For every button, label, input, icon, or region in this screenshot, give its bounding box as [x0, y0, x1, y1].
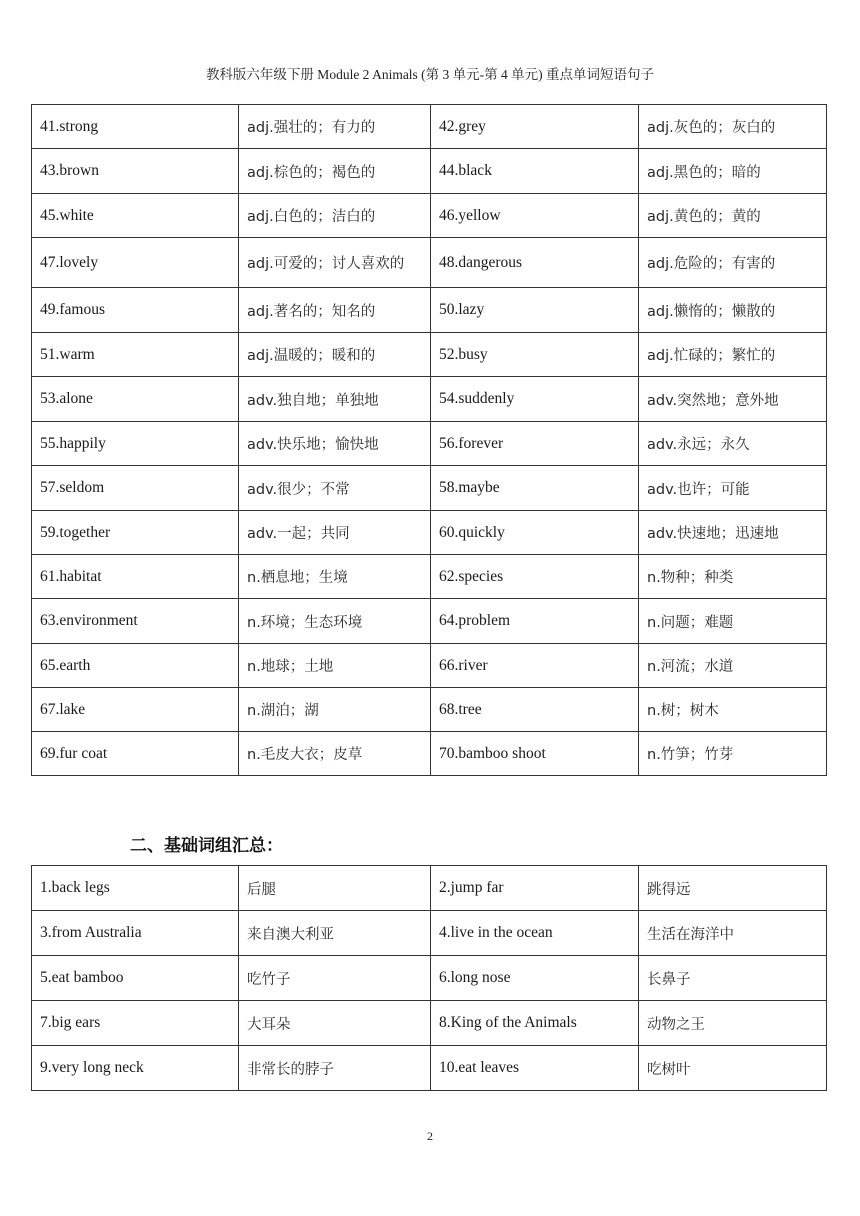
table-row: [32, 105, 827, 149]
page-number: 2: [427, 1129, 433, 1143]
term-cell: 10.eat leaves: [431, 1046, 639, 1091]
meaning-cell: 吃竹子: [239, 956, 431, 1001]
term-cell: 69.fur coat: [32, 732, 239, 776]
term-cell: 1.back legs: [32, 866, 239, 911]
meaning-cell: n.物种；种类: [639, 555, 827, 599]
section-title: 二、基础词组汇总：: [130, 836, 283, 856]
meaning-cell: adj.白色的；洁白的: [239, 194, 431, 238]
term-cell: 54.suddenly: [431, 377, 639, 422]
meaning-cell: adj.忙碌的；繁忙的: [639, 333, 827, 377]
table-row: [32, 911, 827, 956]
meaning-cell: adj.强壮的；有力的: [239, 105, 431, 149]
meaning-cell: adv.快乐地；愉快地: [239, 422, 431, 466]
meaning-cell: adv.也许；可能: [639, 466, 827, 511]
term-cell: 47.lovely: [32, 238, 239, 288]
meaning-cell: n.毛皮大衣；皮草: [239, 732, 431, 776]
meaning-cell: n.地球；土地: [239, 644, 431, 688]
term-cell: 67.lake: [32, 688, 239, 732]
table-row: [32, 511, 827, 555]
meaning-cell: n.栖息地；生境: [239, 555, 431, 599]
meaning-cell: adj.黑色的；暗的: [639, 149, 827, 194]
meaning-cell: n.湖泊；湖: [239, 688, 431, 732]
meaning-cell: 长鼻子: [639, 956, 827, 1001]
meaning-cell: adv.永远；永久: [639, 422, 827, 466]
term-cell: 48.dangerous: [431, 238, 639, 288]
table-row: [32, 866, 827, 911]
term-cell: 56.forever: [431, 422, 639, 466]
term-cell: 63.environment: [32, 599, 239, 644]
term-cell: 68.tree: [431, 688, 639, 732]
meaning-cell: adj.棕色的；褐色的: [239, 149, 431, 194]
meaning-cell: adj.可爱的；讨人喜欢的: [239, 238, 431, 288]
phrases-table-body: [32, 866, 827, 1091]
table-row: [32, 555, 827, 599]
term-cell: 4.live in the ocean: [431, 911, 639, 956]
term-cell: 49.famous: [32, 288, 239, 333]
term-cell: 9.very long neck: [32, 1046, 239, 1091]
meaning-cell: 非常长的脖子: [239, 1046, 431, 1091]
table-row: [32, 644, 827, 688]
table-row: [32, 599, 827, 644]
term-cell: 8.King of the Animals: [431, 1001, 639, 1046]
meaning-cell: adj.黄色的；黄的: [639, 194, 827, 238]
table-row: [32, 238, 827, 288]
term-cell: 46.yellow: [431, 194, 639, 238]
table-row: [32, 149, 827, 194]
meaning-cell: adj.懒惰的；懒散的: [639, 288, 827, 333]
phrases-table: [31, 865, 827, 1091]
meaning-cell: adj.温暖的；暖和的: [239, 333, 431, 377]
table-row: [32, 194, 827, 238]
term-cell: 61.habitat: [32, 555, 239, 599]
term-cell: 70.bamboo shoot: [431, 732, 639, 776]
term-cell: 55.happily: [32, 422, 239, 466]
meaning-cell: adv.很少；不常: [239, 466, 431, 511]
table-row: [32, 1001, 827, 1046]
term-cell: 42.grey: [431, 105, 639, 149]
vocabulary-table-body: [32, 105, 827, 776]
meaning-cell: 动物之王: [639, 1001, 827, 1046]
meaning-cell: adv.独自地；单独地: [239, 377, 431, 422]
term-cell: 6.long nose: [431, 956, 639, 1001]
term-cell: 58.maybe: [431, 466, 639, 511]
term-cell: 44.black: [431, 149, 639, 194]
table-row: [32, 688, 827, 732]
term-cell: 5.eat bamboo: [32, 956, 239, 1001]
term-cell: 53.alone: [32, 377, 239, 422]
table-row: [32, 377, 827, 422]
meaning-cell: 大耳朵: [239, 1001, 431, 1046]
term-cell: 45.white: [32, 194, 239, 238]
term-cell: 65.earth: [32, 644, 239, 688]
term-cell: 62.species: [431, 555, 639, 599]
meaning-cell: n.树；树木: [639, 688, 827, 732]
meaning-cell: adv.突然地；意外地: [639, 377, 827, 422]
table-row: [32, 466, 827, 511]
meaning-cell: n.环境；生态环境: [239, 599, 431, 644]
vocabulary-table: [31, 104, 827, 776]
meaning-cell: 吃树叶: [639, 1046, 827, 1091]
meaning-cell: adj.灰色的；灰白的: [639, 105, 827, 149]
meaning-cell: 生活在海洋中: [639, 911, 827, 956]
term-cell: 64.problem: [431, 599, 639, 644]
term-cell: 60.quickly: [431, 511, 639, 555]
meaning-cell: adj.著名的；知名的: [239, 288, 431, 333]
meaning-cell: adj.危险的；有害的: [639, 238, 827, 288]
table-row: [32, 956, 827, 1001]
meaning-cell: n.竹笋；竹芽: [639, 732, 827, 776]
meaning-cell: n.河流；水道: [639, 644, 827, 688]
term-cell: 51.warm: [32, 333, 239, 377]
term-cell: 52.busy: [431, 333, 639, 377]
term-cell: 2.jump far: [431, 866, 639, 911]
term-cell: 43.brown: [32, 149, 239, 194]
term-cell: 59.together: [32, 511, 239, 555]
table-row: [32, 333, 827, 377]
term-cell: 41.strong: [32, 105, 239, 149]
table-row: [32, 288, 827, 333]
term-cell: 3.from Australia: [32, 911, 239, 956]
meaning-cell: 来自澳大利亚: [239, 911, 431, 956]
term-cell: 50.lazy: [431, 288, 639, 333]
meaning-cell: adv.一起；共同: [239, 511, 431, 555]
term-cell: 7.big ears: [32, 1001, 239, 1046]
page-header: 教科版六年级下册 Module 2 Animals (第 3 单元-第 4 单元) 重点单词短语句子: [205, 67, 655, 82]
table-row: [32, 732, 827, 776]
table-row: [32, 422, 827, 466]
term-cell: 57.seldom: [32, 466, 239, 511]
meaning-cell: 后腿: [239, 866, 431, 911]
meaning-cell: adv.快速地；迅速地: [639, 511, 827, 555]
term-cell: 66.river: [431, 644, 639, 688]
table-row: [32, 1046, 827, 1091]
meaning-cell: 跳得远: [639, 866, 827, 911]
meaning-cell: n.问题；难题: [639, 599, 827, 644]
